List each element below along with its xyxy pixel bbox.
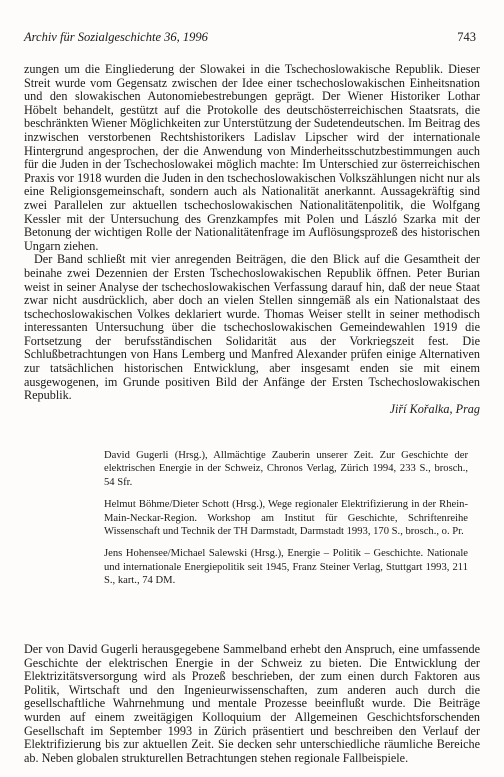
bibliographic-references — [104, 449, 468, 597]
signature-line — [24, 403, 480, 417]
journal-title: Archiv für Sozialgeschichte 36, 1996 — [24, 30, 208, 44]
review-paragraph-2 — [24, 253, 480, 403]
review-paragraph-2-text: Der Band schließt mit vier anregenden Beiträgen, die den Blick auf die Gesamtheit der beinahe zwei Dezennien der Ersten Tschechoslowakischen Republik öffnen. Peter Burian weist in seiner Analyse der tschechoslowakischen Verfassung darauf hin, daß der neue Staat zwar nicht ausdrücklich, aber doch an vielen Stellen sinngemäß als ein Nationalstaat des tschechoslowakischen Volkes deklariert wurde. Thomas Weiser stellt in seiner methodisch interessanten Untersuchung über die tschechoslowakischen Gemeindewahlen 1919 die Fortsetzung der berufsständischen Solidarität aus der Vorkriegszeit fest. Die Schlußbetrachtungen von Hans Lemberg und Manfred Alexander prüfen einige Alternativen zur tatsächlichen historischen Entwicklung, aber insgesamt enden sie mit einem ausgewogenen, im Grunde positiven Bild der Anfänge der Ersten Tschechoslowakischen Republik. — [24, 252, 480, 403]
review-paragraph-1: zungen um die Eingliederung der Slowakei in die Tschechoslowakische Republik. Dieser Streit wurde vom Gegensatz zwischen der Idee einer tschechoslowakischen Einheitsnation und den slowakischen Autonomiebestrebungen geprägt. Der Wiener Historiker Lothar Höbelt behandelt, gestützt auf die Protokolle des deutschösterreichischen Staatsrats, die beschränkten Wiener Möglichkeiten zur Unterstützung der Sudetendeutschen. Im Beitrag des inzwischen verstorbenen Rechtshistorikers Ladislav Lipscher wird der internationale Hintergrund angesprochen, der die Anwendung von Minderheitsschutzbestimmungen auch für die Juden in der Tschechoslowakei möglich machte: Im Unterschied zur österreichischen Praxis vor 1918 wurden die Juden in den tschechoslowakischen Volkszählungen nicht nur als eine Religionsgemeinschaft, sondern auch als Nationalität anerkannt. Aussagekräftig sind zwei Parallelen zur aktuellen tschechoslowakischen Nationalitätenpolitik, die Wolfgang Kessler mit der Untersuchung des Grenzkampfes mit Polen und László Szarka mit der Betonung der wichtigen Rolle der Nationalitätenfrage im Auflösungsprozeß des historischen Ungarn ziehen. — [24, 62, 480, 253]
reviewer-signature: Jiří Kořalka, Prag — [389, 401, 480, 416]
page-number: 743 — [457, 30, 476, 44]
second-review-paragraph: Der von David Gugerli herausgegebene Sammelband erhebt den Anspruch, eine umfassende Geschichte der elektrischen Energie in der Schweiz zu bieten. Die Entwicklung der Elektrizitätsversorgung wird als Prozeß beschrieben, der zum einen durch Faktoren aus Politik, Wirtschaft und den Ingenieurwissenschaften, zum anderen auch durch die gesellschaftliche Wahrnehmung und mentale Prozesse beeinflußt wurde. Die Beiträge wurden auf einem zweitägigen Kolloquium der Allgemeinen Geschichtsforschenden Gesellschaft im September 1993 in Zürich präsentiert und beschreiben den Verlauf der Elektrifizierung bis zur aktuellen Zeit. Sie decken sehr unterschiedliche räumliche Bereiche ab. Neben globalen strukturellen Betrachtungen stehen regionale Fallbeispiele. — [24, 642, 480, 765]
review-body — [24, 63, 480, 416]
reference-entry: Jens Hohensee/Michael Salewski (Hrsg.), Energie – Politik – Geschichte. Nationale und internationale Energiepolitik seit 1945, Franz Steiner Verlag, Stuttgart 1993, 211 S., kart., 74 DM. — [104, 548, 468, 587]
running-head — [24, 30, 476, 45]
reference-entry: David Gugerli (Hrsg.), Allmächtige Zauberin unserer Zeit. Zur Geschichte der elektrischen Energie in der Schweiz, Chronos Verlag, Zürich 1994, 233 S., brosch., 54 Sfr. — [104, 450, 468, 488]
second-review-body — [24, 643, 480, 765]
reference-entry: Helmut Böhme/Dieter Schott (Hrsg.), Wege regionaler Elektrifizierung in der Rhein-Main-Neckar-Region. Workshop am Institut für Geschichte, Schriftenreihe Wissenschaft und Technik der TH Darmstadt, Darmstadt 1993, 170 S., brosch., o. Pr. — [104, 499, 468, 538]
